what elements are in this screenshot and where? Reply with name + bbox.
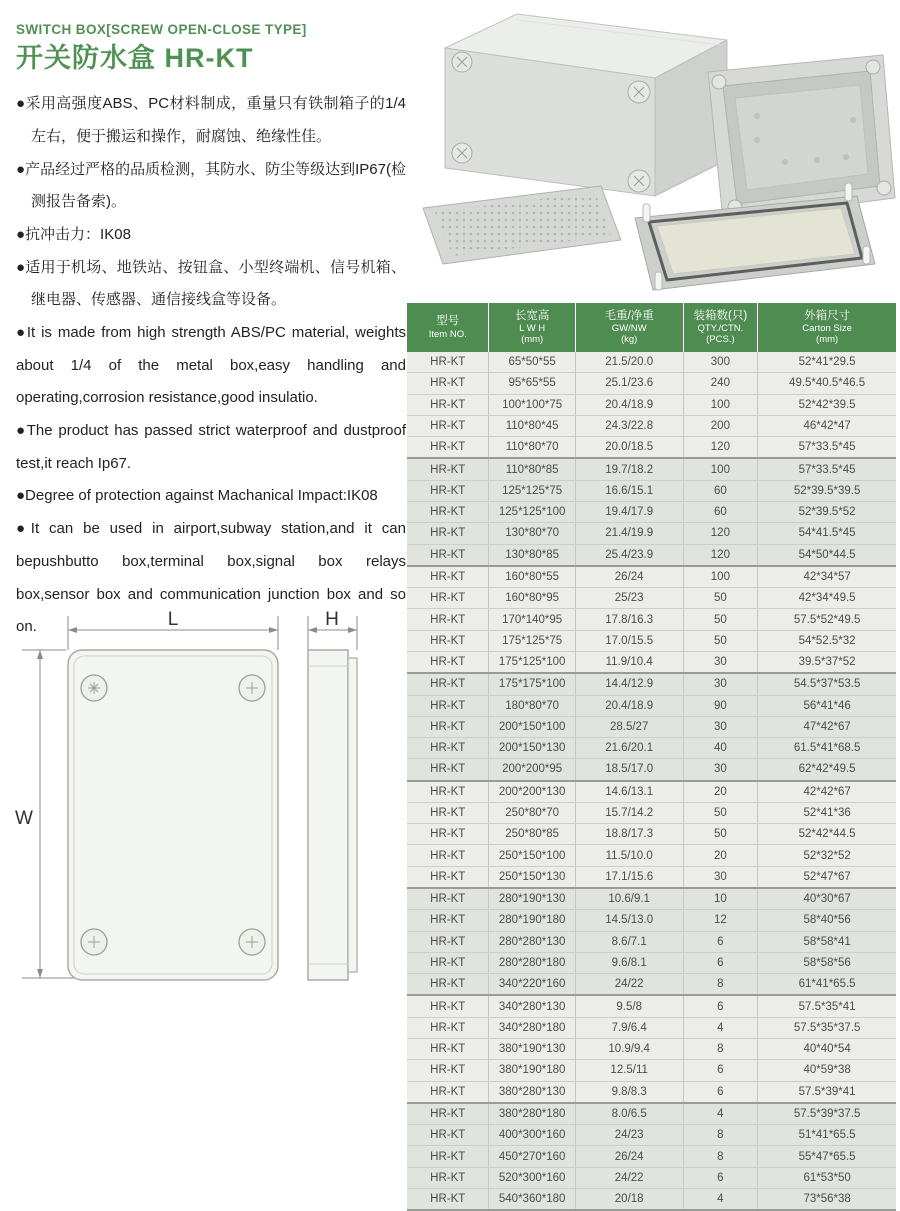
- table-cell: HR-KT: [430, 807, 466, 820]
- table-row: [407, 737, 896, 758]
- table-cell: 130*80*85: [488, 545, 574, 565]
- column-header-line: 毛重/净重: [604, 309, 654, 322]
- table-cell: 280*280*180: [488, 953, 574, 973]
- table-cell: 30: [683, 867, 758, 887]
- table-cell: 6: [683, 932, 758, 952]
- feature-item: ●Degree of protection against Machanical Impact:IK08: [16, 487, 378, 505]
- table-cell: 61.5*41*68.5: [757, 738, 896, 758]
- table-cell: HR-KT: [430, 592, 466, 605]
- table-cell: HR-KT: [430, 720, 466, 733]
- table-cell: 57*33.5*45: [757, 437, 896, 457]
- table-row: [407, 758, 896, 779]
- table-cell: HR-KT: [430, 1171, 466, 1184]
- column-header-line: 外箱尺寸: [804, 309, 851, 322]
- table-cell: 280*190*180: [488, 910, 574, 930]
- product-title-en: SWITCH BOX[SCREW OPEN-CLOSE TYPE]: [16, 22, 307, 37]
- table-cell: 52*39.5*52: [757, 502, 896, 522]
- left-column: [16, 22, 406, 644]
- table-row: [407, 1145, 896, 1166]
- table-cell: 340*280*180: [488, 1018, 574, 1038]
- table-cell: 240: [683, 373, 758, 393]
- table-cell: 40*40*54: [757, 1039, 896, 1059]
- table-cell: HR-KT: [430, 742, 466, 755]
- table-cell: 100: [683, 459, 758, 479]
- table-cell: HR-KT: [430, 978, 466, 991]
- feature-item: ●It can be used in airport,subway station,and it can bepushbutto box,terminal box,signal box relays box,sensor box and communication junction box and so on.: [16, 520, 406, 636]
- technical-drawing: [10, 608, 395, 1013]
- table-cell: HR-KT: [430, 678, 466, 691]
- column-header-line: (kg): [620, 334, 638, 346]
- table-cell: 175*175*100: [488, 674, 574, 694]
- column-header: [575, 303, 683, 352]
- table-row: [407, 1167, 896, 1188]
- table-cell: 19.4/17.9: [575, 502, 683, 522]
- table-cell: 12.5/11: [575, 1060, 683, 1080]
- table-cell: 6: [683, 996, 758, 1016]
- table-cell: HR-KT: [430, 893, 466, 906]
- table-cell: 57*33.5*45: [757, 459, 896, 479]
- table-cell: 100*100*75: [488, 395, 574, 415]
- table-cell: 110*80*70: [488, 437, 574, 457]
- spec-table-body: [407, 352, 896, 1211]
- table-cell: 52*41*29.5: [757, 352, 896, 372]
- table-cell: 52*47*67: [757, 867, 896, 887]
- table-cell: 7.9/6.4: [575, 1018, 683, 1038]
- table-cell: 40: [683, 738, 758, 758]
- table-cell: 57.5*35*37.5: [757, 1018, 896, 1038]
- table-cell: HR-KT: [430, 935, 466, 948]
- table-cell: 125*125*100: [488, 502, 574, 522]
- spec-table-header: [407, 303, 896, 352]
- table-row: [407, 866, 896, 887]
- table-row: [407, 1038, 896, 1059]
- table-cell: 21.4/19.9: [575, 523, 683, 543]
- table-cell: 250*150*130: [488, 867, 574, 887]
- table-cell: 8.0/6.5: [575, 1104, 683, 1124]
- table-row: [407, 394, 896, 415]
- table-cell: 120: [683, 523, 758, 543]
- table-cell: 28.5/27: [575, 717, 683, 737]
- table-cell: 24.3/22.8: [575, 416, 683, 436]
- table-row: [407, 501, 896, 522]
- table-cell: 12: [683, 910, 758, 930]
- table-cell: 25.1/23.6: [575, 373, 683, 393]
- column-header-line: (mm): [816, 334, 839, 346]
- table-cell: 200*200*95: [488, 759, 574, 779]
- table-cell: 120: [683, 437, 758, 457]
- table-cell: 11.9/10.4: [575, 652, 683, 672]
- table-cell: 170*140*95: [488, 609, 574, 629]
- table-cell: 125*125*75: [488, 481, 574, 501]
- table-cell: 30: [683, 674, 758, 694]
- column-header-line: GW/NW: [611, 323, 647, 335]
- column-header-line: Item NO.: [428, 328, 467, 340]
- table-cell: 46*42*47: [757, 416, 896, 436]
- table-cell: 9.6/8.1: [575, 953, 683, 973]
- column-header-line: (mm): [521, 334, 544, 346]
- table-cell: 380*190*180: [488, 1060, 574, 1080]
- column-header-line: L W H: [519, 323, 546, 335]
- table-cell: HR-KT: [430, 699, 466, 712]
- table-cell: HR-KT: [430, 548, 466, 561]
- side-view: [308, 650, 357, 980]
- table-cell: 4: [683, 1189, 758, 1209]
- table-cell: 40*59*38: [757, 1060, 896, 1080]
- table-cell: 280*190*130: [488, 889, 574, 909]
- column-header-line: Carton Size: [802, 323, 852, 335]
- table-cell: 300: [683, 352, 758, 372]
- table-cell: 20: [683, 845, 758, 865]
- table-cell: 54.5*37*53.5: [757, 674, 896, 694]
- table-cell: 6: [683, 1168, 758, 1188]
- table-cell: 24/22: [575, 974, 683, 994]
- table-cell: 160*80*55: [488, 567, 574, 587]
- product-title-cn: 开关防水盒 HR-KT: [16, 43, 254, 74]
- table-cell: 8.6/7.1: [575, 932, 683, 952]
- table-row: [407, 887, 896, 909]
- table-cell: 250*150*100: [488, 845, 574, 865]
- table-cell: 8: [683, 974, 758, 994]
- table-row: [407, 1188, 896, 1211]
- table-cell: 8: [683, 1146, 758, 1166]
- table-cell: 47*42*67: [757, 717, 896, 737]
- feature-item: ●It is made from high strength ABS/PC material, weights about 1/4 of the metal box,easy handling and operating,corrosion resistance,good insulatio.: [16, 324, 406, 407]
- closed-box-photo: [445, 14, 727, 196]
- table-cell: 51*41*65.5: [757, 1125, 896, 1145]
- table-cell: 340*220*160: [488, 974, 574, 994]
- table-cell: 58*40*56: [757, 910, 896, 930]
- table-cell: 39.5*37*52: [757, 652, 896, 672]
- column-header-line: 型号: [436, 315, 460, 328]
- table-cell: HR-KT: [430, 613, 466, 626]
- table-row: [407, 802, 896, 823]
- table-cell: 40*30*67: [757, 889, 896, 909]
- table-cell: 15.7/14.2: [575, 803, 683, 823]
- table-cell: 14.5/13.0: [575, 910, 683, 930]
- table-cell: 62*42*49.5: [757, 759, 896, 779]
- table-cell: 50: [683, 824, 758, 844]
- table-row: [407, 587, 896, 608]
- table-cell: 520*300*160: [488, 1168, 574, 1188]
- table-row: [407, 931, 896, 952]
- table-row: [407, 522, 896, 543]
- table-row: [407, 823, 896, 844]
- table-cell: 26/24: [575, 567, 683, 587]
- table-cell: 100: [683, 567, 758, 587]
- spec-table: [407, 303, 896, 1211]
- table-cell: 110*80*45: [488, 416, 574, 436]
- table-row: [407, 1102, 896, 1124]
- table-cell: 11.5/10.0: [575, 845, 683, 865]
- table-cell: 52*42*44.5: [757, 824, 896, 844]
- table-cell: 175*125*100: [488, 652, 574, 672]
- table-cell: HR-KT: [430, 1129, 466, 1142]
- table-cell: 380*190*130: [488, 1039, 574, 1059]
- table-cell: 340*280*130: [488, 996, 574, 1016]
- column-header-line: (PCS.): [706, 334, 735, 346]
- table-cell: 42*42*67: [757, 782, 896, 802]
- table-row: [407, 608, 896, 629]
- table-cell: 250*80*70: [488, 803, 574, 823]
- table-cell: 49.5*40.5*46.5: [757, 373, 896, 393]
- table-cell: HR-KT: [430, 1107, 466, 1120]
- table-row: [407, 695, 896, 716]
- table-cell: 21.6/20.1: [575, 738, 683, 758]
- table-cell: 100: [683, 395, 758, 415]
- table-cell: 540*360*180: [488, 1189, 574, 1209]
- table-cell: HR-KT: [430, 763, 466, 776]
- table-cell: HR-KT: [430, 1064, 466, 1077]
- table-cell: 52*42*39.5: [757, 395, 896, 415]
- table-cell: HR-KT: [430, 1193, 466, 1206]
- feature-item: ●产品经过严格的品质检测，其防水、防尘等级达到IP67(检测报告备索)。: [16, 160, 406, 211]
- table-cell: HR-KT: [430, 419, 466, 432]
- table-cell: 10.9/9.4: [575, 1039, 683, 1059]
- table-row: [407, 672, 896, 694]
- table-cell: 20.4/18.9: [575, 696, 683, 716]
- table-cell: 17.0/15.5: [575, 631, 683, 651]
- table-cell: 61*53*50: [757, 1168, 896, 1188]
- table-cell: 130*80*70: [488, 523, 574, 543]
- table-cell: 17.1/15.6: [575, 867, 683, 887]
- table-cell: 52*39.5*39.5: [757, 481, 896, 501]
- table-row: [407, 780, 896, 802]
- column-header-line: 长宽高: [514, 309, 550, 322]
- table-row: [407, 565, 896, 587]
- table-row: [407, 436, 896, 457]
- table-cell: 4: [683, 1104, 758, 1124]
- dimension-label-h: H: [325, 609, 339, 630]
- table-cell: 95*65*55: [488, 373, 574, 393]
- column-header: [407, 303, 488, 352]
- table-row: [407, 651, 896, 672]
- table-cell: 6: [683, 1060, 758, 1080]
- table-row: [407, 480, 896, 501]
- column-header-line: 装箱数(只): [693, 309, 748, 322]
- table-cell: 17.8/16.3: [575, 609, 683, 629]
- table-row: [407, 544, 896, 565]
- table-cell: HR-KT: [430, 463, 466, 476]
- table-cell: 60: [683, 481, 758, 501]
- table-cell: HR-KT: [430, 398, 466, 411]
- feature-item: ●采用高强度ABS、PC材料制成，重量只有铁制箱子的1/4左右，便于搬运和操作，耐腐蚀、绝缘性佳。: [16, 95, 406, 145]
- table-cell: 6: [683, 1082, 758, 1102]
- table-cell: 250*80*85: [488, 824, 574, 844]
- table-cell: 400*300*160: [488, 1125, 574, 1145]
- table-cell: 24/22: [575, 1168, 683, 1188]
- product-photos: [405, 0, 900, 300]
- table-cell: HR-KT: [430, 785, 466, 798]
- table-row: [407, 973, 896, 994]
- table-row: [407, 352, 896, 372]
- table-row: [407, 415, 896, 436]
- table-cell: HR-KT: [430, 957, 466, 970]
- table-cell: 20: [683, 782, 758, 802]
- table-cell: 120: [683, 545, 758, 565]
- table-cell: 26/24: [575, 1146, 683, 1166]
- table-cell: HR-KT: [430, 527, 466, 540]
- table-cell: 6: [683, 953, 758, 973]
- table-cell: 25.4/23.9: [575, 545, 683, 565]
- table-cell: 200*200*130: [488, 782, 574, 802]
- table-cell: 65*50*55: [488, 352, 574, 372]
- table-cell: HR-KT: [430, 634, 466, 647]
- table-row: [407, 1017, 896, 1038]
- table-row: [407, 844, 896, 865]
- table-cell: HR-KT: [430, 1085, 466, 1098]
- feature-list: [16, 88, 406, 644]
- table-cell: 20.0/18.5: [575, 437, 683, 457]
- table-cell: 30: [683, 717, 758, 737]
- table-row: [407, 716, 896, 737]
- table-cell: 9.5/8: [575, 996, 683, 1016]
- table-cell: 450*270*160: [488, 1146, 574, 1166]
- table-cell: 50: [683, 631, 758, 651]
- table-cell: 14.6/13.1: [575, 782, 683, 802]
- table-cell: 58*58*56: [757, 953, 896, 973]
- table-cell: HR-KT: [430, 1000, 466, 1013]
- table-cell: 57.5*39*41: [757, 1082, 896, 1102]
- table-cell: 160*80*95: [488, 588, 574, 608]
- table-cell: HR-KT: [430, 914, 466, 927]
- table-cell: 8: [683, 1039, 758, 1059]
- table-row: [407, 457, 896, 479]
- mounting-plate-photo: [423, 186, 621, 264]
- table-cell: 60: [683, 502, 758, 522]
- table-cell: 56*41*46: [757, 696, 896, 716]
- table-cell: 9.8/8.3: [575, 1082, 683, 1102]
- table-cell: 42*34*49.5: [757, 588, 896, 608]
- table-cell: 16.6/15.1: [575, 481, 683, 501]
- table-cell: 280*280*130: [488, 932, 574, 952]
- table-cell: 50: [683, 803, 758, 823]
- column-header-line: QTY./CTN.: [697, 323, 744, 335]
- table-cell: 50: [683, 588, 758, 608]
- table-cell: HR-KT: [430, 506, 466, 519]
- table-cell: 57.5*35*41: [757, 996, 896, 1016]
- table-cell: HR-KT: [430, 356, 466, 369]
- front-view: [68, 650, 278, 980]
- table-row: [407, 994, 896, 1016]
- table-cell: 57.5*39*37.5: [757, 1104, 896, 1124]
- table-row: [407, 1059, 896, 1080]
- table-cell: 18.8/17.3: [575, 824, 683, 844]
- table-row: [407, 909, 896, 930]
- table-cell: 54*50*44.5: [757, 545, 896, 565]
- table-cell: HR-KT: [430, 1150, 466, 1163]
- table-cell: HR-KT: [430, 828, 466, 841]
- table-cell: HR-KT: [430, 1043, 466, 1056]
- table-cell: 200*150*100: [488, 717, 574, 737]
- table-cell: 54*41.5*45: [757, 523, 896, 543]
- column-header: [757, 303, 896, 352]
- table-cell: 24/23: [575, 1125, 683, 1145]
- table-cell: 18.5/17.0: [575, 759, 683, 779]
- table-cell: 20/18: [575, 1189, 683, 1209]
- table-cell: 21.5/20.0: [575, 352, 683, 372]
- table-cell: 200: [683, 416, 758, 436]
- table-cell: 10: [683, 889, 758, 909]
- dimension-label-w: W: [15, 808, 33, 829]
- table-cell: 52*41*36: [757, 803, 896, 823]
- feature-item: ●适用于机场、地铁站、按钮盒、小型终端机、信号机箱、继电器、传感器、通信接线盒等设备。: [16, 258, 406, 309]
- table-cell: 175*125*75: [488, 631, 574, 651]
- table-cell: 20.4/18.9: [575, 395, 683, 415]
- dimension-label-l: L: [167, 609, 179, 630]
- column-header: [683, 303, 758, 352]
- table-cell: 180*80*70: [488, 696, 574, 716]
- table-cell: 30: [683, 652, 758, 672]
- table-cell: HR-KT: [430, 441, 466, 454]
- table-cell: HR-KT: [430, 377, 466, 390]
- table-cell: 19.7/18.2: [575, 459, 683, 479]
- table-cell: HR-KT: [430, 484, 466, 497]
- column-header: [488, 303, 574, 352]
- table-cell: 61*41*65.5: [757, 974, 896, 994]
- table-cell: 55*47*65.5: [757, 1146, 896, 1166]
- table-cell: 73*56*38: [757, 1189, 896, 1209]
- table-cell: 57.5*52*49.5: [757, 609, 896, 629]
- table-cell: 110*80*85: [488, 459, 574, 479]
- table-cell: HR-KT: [430, 1021, 466, 1034]
- table-cell: 50: [683, 609, 758, 629]
- table-cell: 380*280*180: [488, 1104, 574, 1124]
- table-cell: 90: [683, 696, 758, 716]
- table-cell: 200*150*130: [488, 738, 574, 758]
- table-row: [407, 1124, 896, 1145]
- table-row: [407, 952, 896, 973]
- table-cell: 25/23: [575, 588, 683, 608]
- table-cell: HR-KT: [430, 570, 466, 583]
- table-cell: 10.6/9.1: [575, 889, 683, 909]
- open-box-photo: [708, 55, 895, 220]
- table-row: [407, 1081, 896, 1102]
- table-row: [407, 372, 896, 393]
- table-cell: 30: [683, 759, 758, 779]
- table-cell: 52*32*52: [757, 845, 896, 865]
- table-cell: 8: [683, 1125, 758, 1145]
- table-cell: HR-KT: [430, 870, 466, 883]
- table-cell: 42*34*57: [757, 567, 896, 587]
- table-cell: 380*280*130: [488, 1082, 574, 1102]
- feature-item: ●The product has passed strict waterproof and dustproof test,it reach Ip67.: [16, 422, 406, 472]
- table-cell: 14.4/12.9: [575, 674, 683, 694]
- table-cell: HR-KT: [430, 656, 466, 669]
- table-cell: 58*58*41: [757, 932, 896, 952]
- table-cell: 4: [683, 1018, 758, 1038]
- table-row: [407, 630, 896, 651]
- feature-item: ●抗冲击力：IK08: [16, 225, 131, 243]
- table-cell: HR-KT: [430, 849, 466, 862]
- table-cell: 54*52.5*32: [757, 631, 896, 651]
